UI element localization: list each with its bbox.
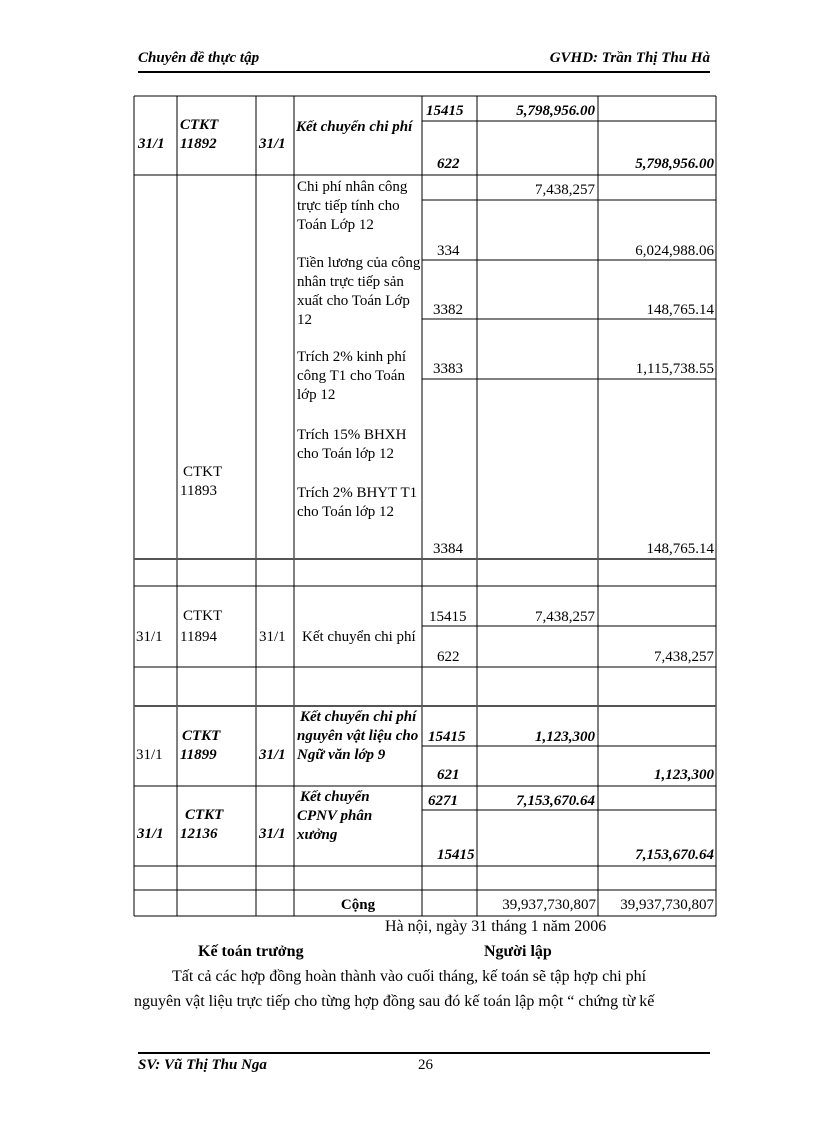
b5-date2: 31/1 xyxy=(259,826,286,842)
b1-desc: Kết chuyển chi phí xyxy=(296,119,413,135)
total-debit: 39,937,730,807 xyxy=(502,897,596,913)
b1-code1: CTKT xyxy=(180,117,219,133)
date-line: Hà nội, ngày 31 tháng 1 năm 2006 xyxy=(385,918,607,935)
b4-desc: Kết chuyển chi phí nguyên vật liệu cho Ngữ văn lớp 9 xyxy=(297,709,419,763)
b4-credit2: 1,123,300 xyxy=(654,767,714,783)
b4-acc2: 621 xyxy=(437,767,460,783)
b2-item3-acc: 3383 xyxy=(433,361,463,377)
b1-date: 31/1 xyxy=(138,136,165,152)
total-credit: 39,937,730,807 xyxy=(620,897,714,913)
b3-credit2: 7,438,257 xyxy=(654,649,714,665)
signature-preparer: Người lập xyxy=(484,943,552,960)
b4-code1: CTKT xyxy=(182,728,221,744)
b5-credit2: 7,153,670.64 xyxy=(635,847,714,863)
b4-acc1: 15415 xyxy=(428,729,466,745)
b3-code2: 11894 xyxy=(180,629,217,645)
b2-item4-acc: 3384 xyxy=(433,541,463,557)
paragraph-line-1: Tất cả các hợp đồng hoàn thành vào cuối tháng, kế toán sẽ tập hợp chi phí xyxy=(172,968,647,985)
b5-acc2: 15415 xyxy=(437,847,475,863)
paragraph-line-2: nguyên vật liệu trực tiếp cho từng hợp đồng sau đó kế toán lập một “ chứng từ kế xyxy=(134,993,655,1010)
b1-debit1: 5,798,956.00 xyxy=(516,103,595,119)
b5-code2: 12136 xyxy=(180,826,218,842)
b4-code2: 11899 xyxy=(180,747,217,763)
b4-date2: 31/1 xyxy=(259,747,286,763)
b2-debit-main: 7,438,257 xyxy=(535,182,595,198)
b2-item2-acc: 3382 xyxy=(433,302,463,318)
b1-date2: 31/1 xyxy=(259,136,286,152)
b4-date: 31/1 xyxy=(136,747,163,763)
b2-desc-main: Chi phí nhân công trực tiếp tính cho Toán Lớp 12 xyxy=(297,179,408,233)
b3-code1: CTKT xyxy=(183,608,223,624)
b2-item1-credit: 6,024,988.06 xyxy=(635,243,714,259)
b3-acc2: 622 xyxy=(437,649,460,665)
b2-item4-credit: 148,765.14 xyxy=(646,541,714,557)
b2-item4-desc: Trích 2% BHYT T1 cho Toán lớp 12 xyxy=(297,485,418,520)
header-right: GVHD: Trần Thị Thu Hà xyxy=(549,50,710,66)
header-left: Chuyên đề thực tập xyxy=(138,50,260,66)
b2-item1-acc: 334 xyxy=(437,243,460,259)
b3-desc: Kết chuyển chi phí xyxy=(302,629,416,645)
b2-item2-desc: Trích 2% kinh phí công T1 cho Toán lớp 12 xyxy=(297,349,407,403)
b3-debit1: 7,438,257 xyxy=(535,609,595,625)
b3-acc1: 15415 xyxy=(429,609,467,625)
b5-debit1: 7,153,670.64 xyxy=(516,793,595,809)
b4-debit1: 1,123,300 xyxy=(535,729,595,745)
page-number: 26 xyxy=(418,1057,433,1073)
b2-code2: 11893 xyxy=(180,483,217,499)
footer-author: SV: Vũ Thị Thu Nga xyxy=(138,1057,267,1073)
b1-acc1: 15415 xyxy=(426,103,464,119)
b2-item3-credit: 1,115,738.55 xyxy=(635,361,714,377)
b1-code2: 11892 xyxy=(180,136,217,152)
page-footer xyxy=(138,1052,710,1074)
b2-item3-desc: Trích 15% BHXH cho Toán lớp 12 xyxy=(297,427,407,462)
page-header xyxy=(138,49,710,73)
b3-date2: 31/1 xyxy=(259,629,286,645)
b5-code1: CTKT xyxy=(185,807,224,823)
b5-desc: Kết chuyển CPNV phân xưởng xyxy=(297,789,373,843)
b2-item2-credit: 148,765.14 xyxy=(646,302,714,318)
b5-acc1: 6271 xyxy=(428,793,458,809)
b1-credit2: 5,798,956.00 xyxy=(635,156,714,172)
b2-item1-desc: Tiền lương của công nhân trực tiếp sản xuất cho Toán Lớp 12 xyxy=(297,255,421,328)
b2-code1: CTKT xyxy=(183,464,223,480)
signature-chief-accountant: Kế toán trưởng xyxy=(198,943,304,960)
b3-date: 31/1 xyxy=(136,629,163,645)
b5-date: 31/1 xyxy=(137,826,164,842)
total-label: Cộng xyxy=(340,897,376,913)
b1-acc2: 622 xyxy=(437,156,460,172)
